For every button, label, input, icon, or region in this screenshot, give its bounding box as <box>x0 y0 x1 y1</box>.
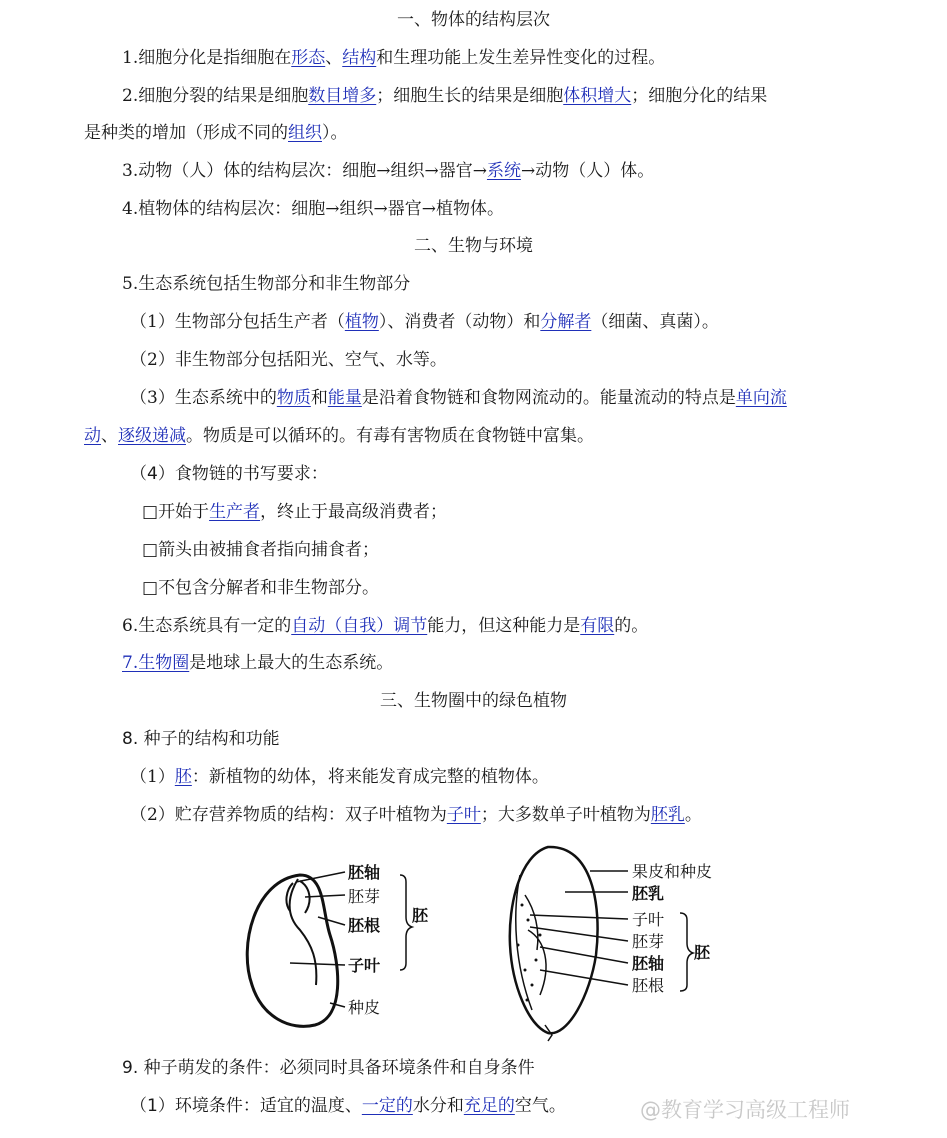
keyword-link[interactable]: 逐级递减 <box>118 426 186 446</box>
paragraph-7: 7.生物圈是地球上最大的生态系统。 <box>122 653 394 673</box>
paragraph-5-3-cont: 动、逐级递减。物质是可以循环的。有毒有害物质在食物链中富集。 <box>84 426 594 446</box>
paragraph-5-2: （2）非生物部分包括阳光、空气、水等。 <box>130 350 447 370</box>
bean-seed-illustration <box>247 875 338 1026</box>
bean-label-plumule: 胚芽 <box>348 887 381 906</box>
paragraph-3: 3.动物（人）体的结构层次：细胞→组织→器官→系统→动物（人）体。 <box>122 161 655 181</box>
paragraph-5: 5.生态系统包括生物部分和非生物部分 <box>122 274 411 294</box>
keyword-link[interactable]: 胚乳 <box>650 805 685 825</box>
corn-texture <box>517 904 542 1002</box>
keyword-link[interactable]: 单向流 <box>735 388 787 408</box>
corn-label-radicle: 胚根 <box>632 976 665 995</box>
bullet-item-3: □不包含分解者和非生物部分。 <box>142 578 380 598</box>
watermark: @教育学习高级工程师 <box>640 1098 850 1122</box>
paragraph-4: 4.植物体的结构层次：细胞→组织→器官→植物体。 <box>122 199 504 219</box>
paragraph-2: 2.细胞分裂的结果是细胞数目增多；细胞生长的结果是细胞体积增大；细胞分化的结果 <box>122 86 768 106</box>
keyword-link[interactable]: 子叶 <box>446 805 481 825</box>
paragraph-6: 6.生态系统具有一定的自动（自我）调节能力，但这种能力是有限的。 <box>122 616 649 636</box>
keyword-link[interactable]: 组织 <box>288 123 322 143</box>
keyword-link[interactable]: 植物 <box>344 312 379 332</box>
paragraph-8: 8. 种子的结构和功能 <box>122 729 280 749</box>
paragraph-5-4: （4）食物链的书写要求： <box>130 464 328 484</box>
paragraph-5-3: （3）生态系统中的物质和能量是沿着食物链和食物网流动的。能量流动的特点是单向流 <box>130 388 787 408</box>
bean-label-radicle: 胚根 <box>348 916 381 935</box>
keyword-link[interactable]: 充足的 <box>463 1096 515 1116</box>
bean-label-embryo: 胚 <box>412 906 429 925</box>
keyword-link[interactable]: 一定的 <box>361 1096 413 1116</box>
paragraph-2-cont: 是种类的增加（形成不同的组织）。 <box>84 123 348 143</box>
keyword-link[interactable]: 动 <box>84 426 101 446</box>
section-title-2: 二、生物与环境 <box>414 236 533 256</box>
keyword-link[interactable]: 体积增大 <box>563 86 632 106</box>
keyword-link[interactable]: 胚 <box>174 767 192 787</box>
keyword-link[interactable]: 自动（自我）调节 <box>291 616 428 636</box>
corn-label-embryo: 胚 <box>694 943 711 962</box>
keyword-link[interactable]: 分解者 <box>540 312 592 332</box>
seed-structure-figure <box>0 835 947 1045</box>
bullet-box-icon: □ <box>142 502 159 522</box>
paragraph-5-1: （1）生物部分包括生产者（植物）、消费者（动物）和分解者（细菌、真菌）。 <box>130 312 719 332</box>
corn-leader-lines <box>530 871 628 985</box>
bullet-box-icon: □ <box>142 578 159 598</box>
corn-grain-illustration <box>510 847 598 1041</box>
bullet-box-icon: □ <box>142 540 159 560</box>
paragraph-9-1: （1）环境条件：适宜的温度、一定的水分和充足的空气。 <box>130 1096 566 1116</box>
corn-label-cotyledon: 子叶 <box>632 910 665 929</box>
paragraph-1: 1.细胞分化是指细胞在形态、结构和生理功能上发生差异性变化的过程。 <box>122 48 666 68</box>
corn-label-hypocotyl: 胚轴 <box>632 954 665 973</box>
seed-diagram <box>0 835 947 1045</box>
keyword-link[interactable]: 物质 <box>276 388 311 408</box>
keyword-link[interactable]: 结构 <box>342 48 377 68</box>
bean-label-seed-coat: 种皮 <box>348 998 381 1017</box>
corn-embryo-brace <box>680 913 693 991</box>
bean-label-cotyledon: 子叶 <box>348 956 381 975</box>
corn-label-endosperm: 胚乳 <box>632 884 665 903</box>
corn-label-plumule: 胚芽 <box>632 932 665 951</box>
bean-label-hypocotyl: 胚轴 <box>348 863 381 882</box>
paragraph-9: 9. 种子萌发的条件：必须同时具备环境条件和自身条件 <box>122 1058 535 1078</box>
section-title-1: 一、物体的结构层次 <box>397 10 550 30</box>
keyword-link[interactable]: 生产者 <box>209 502 261 522</box>
paragraph-8-1: （1）胚：新植物的幼体，将来能发育成完整的植物体。 <box>130 767 549 787</box>
keyword-link[interactable]: 系统 <box>486 161 521 181</box>
paragraph-8-2: （2）贮存营养物质的结构：双子叶植物为子叶；大多数单子叶植物为胚乳。 <box>130 805 702 825</box>
keyword-link[interactable]: 能量 <box>327 388 362 408</box>
corn-label-pericarp-coat: 果皮和种皮 <box>632 862 713 881</box>
bullet-item-2: □箭头由被捕食者指向捕食者； <box>142 540 380 560</box>
bullet-item-1: □开始于生产者，终止于最高级消费者； <box>142 502 448 522</box>
keyword-link[interactable]: 7.生物圈 <box>122 653 190 673</box>
keyword-link[interactable]: 形态 <box>291 48 326 68</box>
bean-embryo-brace <box>400 875 412 970</box>
keyword-link[interactable]: 数目增多 <box>308 86 377 106</box>
keyword-link[interactable]: 有限 <box>580 616 615 636</box>
section-title-3: 三、生物圈中的绿色植物 <box>380 691 567 711</box>
